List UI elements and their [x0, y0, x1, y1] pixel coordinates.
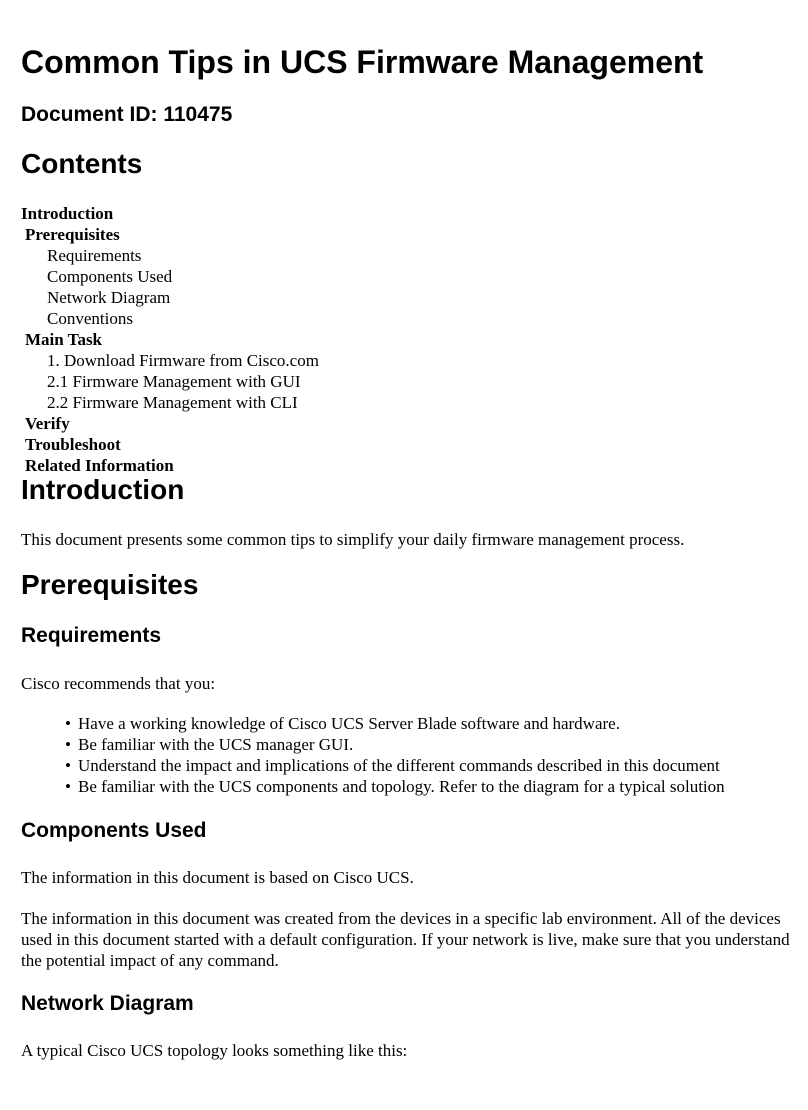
- prerequisites-heading: Prerequisites: [21, 569, 199, 600]
- requirements-heading: Requirements: [21, 624, 162, 647]
- table-of-contents: [21, 203, 319, 476]
- toc-link-verify[interactable]: Verify: [25, 414, 70, 433]
- toc-link-requirements[interactable]: Requirements: [47, 246, 142, 265]
- toc-link-conventions[interactable]: Conventions: [47, 309, 133, 328]
- toc-link-prerequisites[interactable]: Prerequisites: [25, 225, 120, 244]
- toc-link-troubleshoot[interactable]: Troubleshoot: [25, 435, 121, 454]
- toc-link-download-firmware[interactable]: 1. Download Firmware from Cisco.com: [47, 351, 319, 370]
- toc-link-components-used[interactable]: Components Used: [47, 267, 173, 286]
- requirements-intro: Cisco recommends that you:: [21, 674, 216, 693]
- network-diagram-heading: Network Diagram: [21, 992, 194, 1015]
- toc-link-introduction[interactable]: Introduction: [21, 204, 114, 223]
- introduction-text: This document presents some common tips to simplify your daily firmware management process.: [21, 530, 685, 549]
- list-item: • Be familiar with the UCS manager GUI.: [65, 734, 725, 755]
- list-item: • Be familiar with the UCS components and topology. Refer to the diagram for a typical solution: [65, 776, 725, 797]
- network-diagram-text: A typical Cisco UCS topology looks something like this:: [21, 1041, 408, 1060]
- list-item: • Have a working knowledge of Cisco UCS Server Blade software and hardware.: [65, 713, 725, 734]
- toc-link-network-diagram[interactable]: Network Diagram: [47, 288, 171, 307]
- components-used-heading: Components Used: [21, 819, 207, 842]
- toc-link-main-task[interactable]: Main Task: [25, 330, 103, 349]
- toc-link-firmware-cli[interactable]: 2.2 Firmware Management with CLI: [47, 393, 298, 412]
- components-used-text-1: The information in this document is based on Cisco UCS.: [21, 868, 414, 887]
- document-title: Common Tips in UCS Firmware Management: [21, 44, 704, 80]
- list-item: • Understand the impact and implications of the different commands described in this document: [65, 755, 725, 776]
- components-used-text-2: The information in this document was created from the devices in a specific lab environment. All of the devices used in this document started with a default configuration. If your network is live, make sure that you understand the potential impact of any command.: [21, 909, 790, 970]
- requirements-list: [65, 713, 725, 797]
- toc-link-related-information[interactable]: Related Information: [25, 456, 174, 475]
- introduction-heading: Introduction: [21, 474, 185, 505]
- document-id: Document ID: 110475: [21, 103, 233, 126]
- contents-heading: Contents: [21, 148, 143, 179]
- toc-link-firmware-gui[interactable]: 2.1 Firmware Management with GUI: [47, 372, 301, 391]
